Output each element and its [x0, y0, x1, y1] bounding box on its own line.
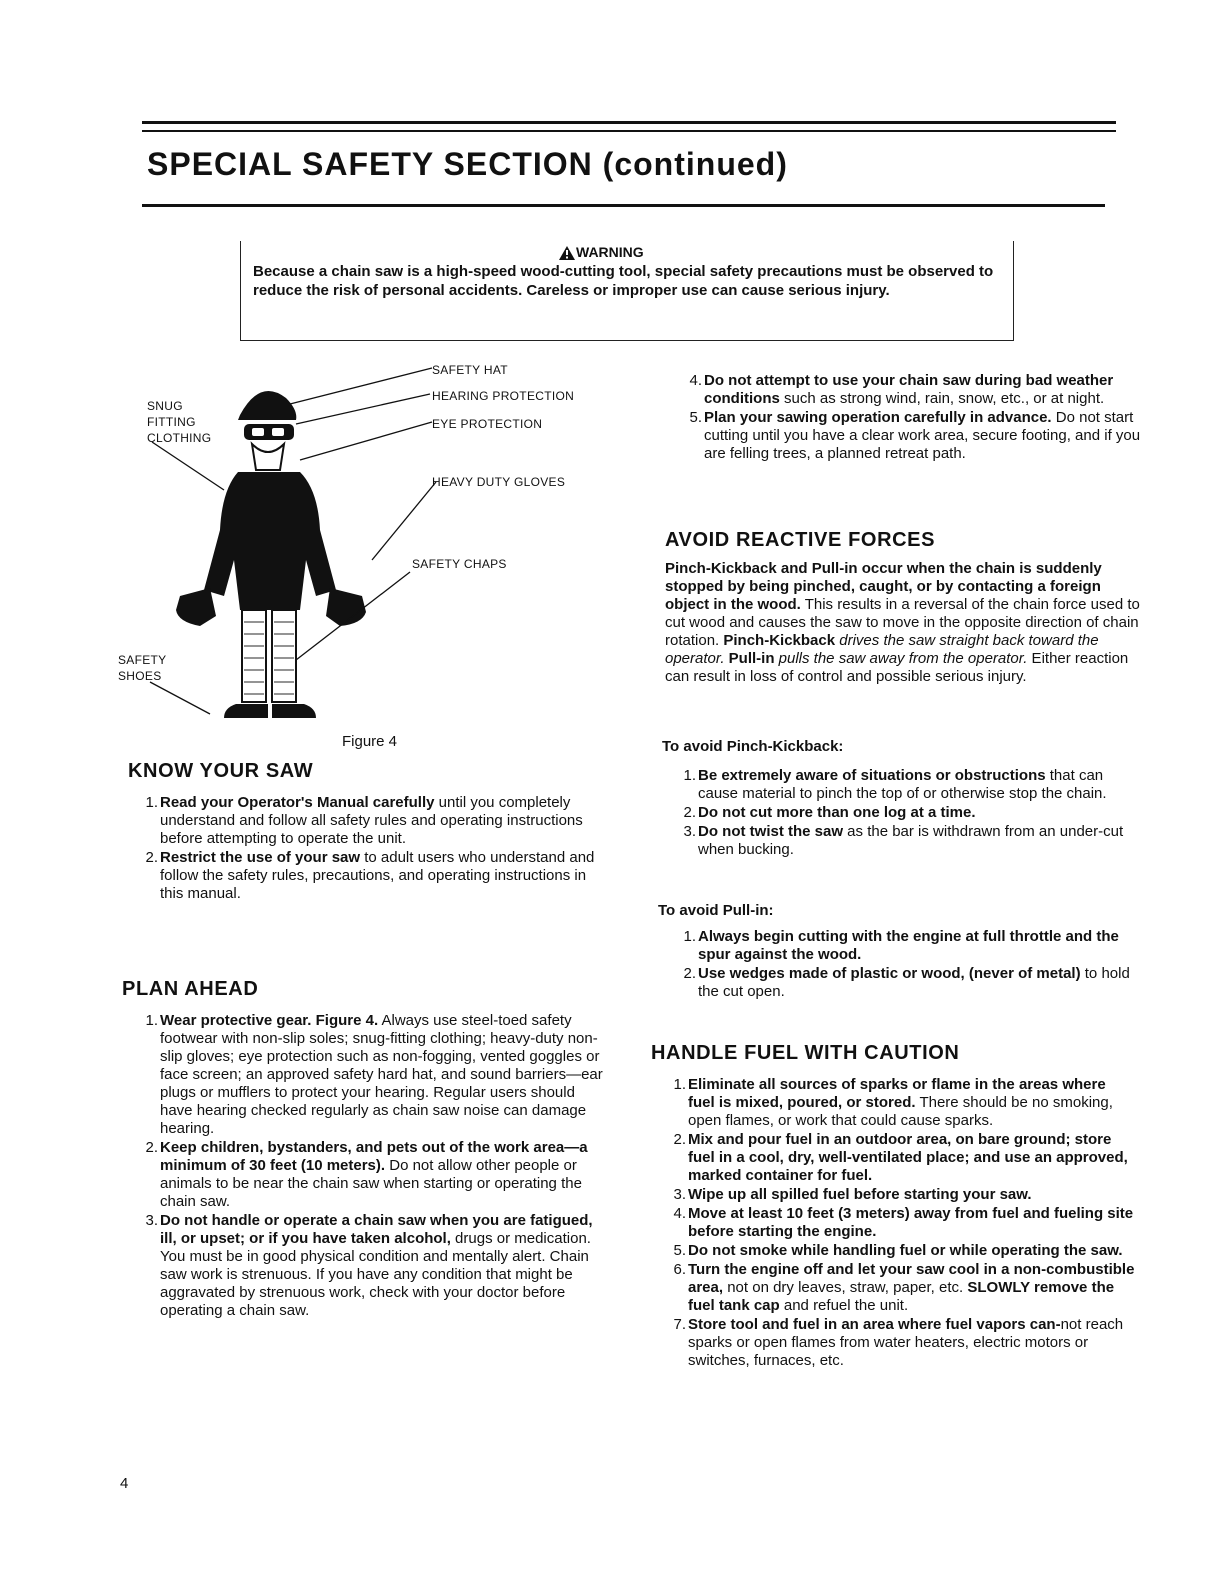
label-hearing-protection: HEARING PROTECTION: [432, 389, 575, 403]
pinch-kickback-list: [662, 767, 1146, 860]
warning-label: WARNING: [576, 244, 644, 260]
list-item: 2. Do not cut more than one log at a time.: [683, 804, 976, 821]
heading-avoid-reactive-forces: AVOID REACTIVE FORCES: [665, 529, 936, 551]
warning-heading: [559, 244, 644, 260]
list-item: 5. Do not smoke while handling fuel or while operating the saw.: [673, 1242, 1123, 1259]
list-item: 4. Move at least 10 feet (3 meters) away from fuel and fueling site before starting the engine.: [673, 1205, 1134, 1240]
label-shoes: SHOES: [118, 669, 162, 683]
list-item: 3. Do not handle or operate a chain saw when you are fatigued, ill, or upset; or if you have taken alcohol, drugs or medication. You must be in good physical condition and mentally alert. Chain saw work is strenuous. If you have any condition that might be aggravated by strenuous work, check with your doctor before operating a chain saw.: [145, 1212, 593, 1319]
heading-know-your-saw: KNOW YOUR SAW: [128, 760, 314, 782]
heading-plan-ahead: PLAN AHEAD: [122, 978, 259, 1000]
label-safety-chaps: SAFETY CHAPS: [412, 557, 507, 571]
safety-chaps-icon: [242, 610, 266, 702]
label-safety-hat: SAFETY HAT: [432, 363, 508, 377]
warning-box: [240, 241, 1014, 341]
list-item: 2. Mix and pour fuel in an outdoor area, on bare ground; store fuel in a cool, dry, well-ventilated place; and use an approved, marked container for fuel.: [673, 1131, 1128, 1184]
page-title: SPECIAL SAFETY SECTION (continued): [147, 146, 788, 182]
warning-text: Because a chain saw is a high-speed wood-cutting tool, special safety precautions must be observed to reduce the risk of personal accidents. Careless or improper use can cause serious injury.: [253, 263, 994, 299]
list-item: 2. Use wedges made of plastic or wood, (never of metal) to hold the cut open.: [683, 965, 1130, 1000]
subheading-pinch-kickback: To avoid Pinch-Kickback:: [662, 738, 844, 755]
right-glove-icon: [326, 588, 366, 626]
label-snug: SNUG: [147, 399, 183, 413]
label-snug-fitting-clothing: [147, 398, 211, 446]
top-rule-thin: [142, 130, 1116, 132]
list-item: 2. Keep children, bystanders, and pets out of the work area—a minimum of 30 feet (10 meters). Do not allow other people or animals to be near the chain saw when starting or operating the chain saw.: [145, 1139, 588, 1210]
safety-shoes-icon: [224, 704, 268, 718]
label-safety: SAFETY: [118, 653, 167, 667]
label-fitting: FITTING: [147, 415, 196, 429]
label-heavy-duty-gloves: HEAVY DUTY GLOVES: [432, 475, 566, 489]
know-your-saw-list: [124, 794, 608, 904]
safety-gear-figure: [140, 360, 640, 740]
title-underline: [142, 204, 1105, 207]
top-rule-thick: [142, 121, 1116, 124]
left-glove-icon: [176, 588, 216, 626]
list-item: 2. Restrict the use of your saw to adult users who understand and follow the safety rules, precautions, and operating instructions in this manual.: [145, 849, 595, 902]
list-item: 3. Do not twist the saw as the bar is withdrawn from an under-cut when bucking.: [683, 823, 1124, 858]
page-number: 4: [120, 1475, 129, 1492]
handle-fuel-list: [652, 1076, 1136, 1371]
subheading-pull-in: To avoid Pull-in:: [658, 902, 774, 919]
list-item: 3. Wipe up all spilled fuel before starting your saw.: [673, 1186, 1032, 1203]
list-item: 7. Store tool and fuel in an area where fuel vapors can-not reach sparks or open flames from water heaters, electric motors or switches, furnaces, etc.: [673, 1316, 1124, 1369]
list-item: 1. Always begin cutting with the engine at full throttle and the spur against the wood.: [683, 928, 1119, 963]
right-top-list: [668, 372, 1146, 464]
eye-protection-icon: [244, 424, 294, 440]
warning-triangle-icon: [559, 246, 575, 260]
clothing-icon: [204, 472, 336, 610]
list-item: 5. Plan your sawing operation carefully in advance. Do not start cutting until you have a clear work area, secure footing, and if you are felling trees, a planned retreat path.: [689, 409, 1141, 462]
pull-in-list: [662, 928, 1146, 1002]
reactive-forces-paragraph: Pinch-Kickback and Pull-in occur when the chain is suddenly stopped by being pinched, caught, or by contacting a foreign object in the wood. This results in a reversal of the chain force used to cut wood and causes the saw to move in the opposite direction of chain rotation. Pinch-Kickback drives the saw straight back toward the operator. Pull-in pulls the saw away from the operator. Either reaction can result in loss of control and possible serious injury.: [665, 560, 1140, 685]
list-item: 4. Do not attempt to use your chain saw during bad weather conditions such as strong wind, rain, snow, etc., or at night.: [689, 372, 1114, 407]
plan-ahead-list: [124, 1012, 608, 1321]
list-item: 6. Turn the engine off and let your saw cool in a non-combustible area, not on dry leaves, straw, paper, etc. SLOWLY remove the fuel tank cap and refuel the unit.: [673, 1261, 1135, 1314]
list-item: 1. Read your Operator's Manual carefully until you completely understand and follow all safety rules and operating instructions before attempting to operate the unit.: [145, 794, 583, 847]
list-item: 1. Be extremely aware of situations or obstructions that can cause material to pinch the top of or otherwise stop the chain.: [683, 767, 1107, 802]
label-safety-shoes: [118, 652, 166, 684]
list-item: 1. Eliminate all sources of sparks or flame in the areas where fuel is mixed, poured, or stored. There should be no smoking, open flames, or work that could cause sparks.: [673, 1076, 1113, 1129]
label-eye-protection: EYE PROTECTION: [432, 417, 543, 431]
list-item: 1. Wear protective gear. Figure 4. Always use steel-toed safety footwear with non-slip soles; snug-fitting clothing; heavy-duty non-slip gloves; eye protection such as non-fogging, vented goggles or face screen; an approved safety hard hat, and sound barriers—ear plugs or mufflers to protect your hearing. Regular users should have hearing checked regularly as chain saw noise can damage hearing.: [145, 1012, 603, 1137]
label-clothing: CLOTHING: [147, 431, 212, 445]
figure-caption: Figure 4: [342, 733, 398, 750]
heading-handle-fuel: HANDLE FUEL WITH CAUTION: [651, 1042, 960, 1064]
safety-hat-icon: [238, 391, 296, 420]
